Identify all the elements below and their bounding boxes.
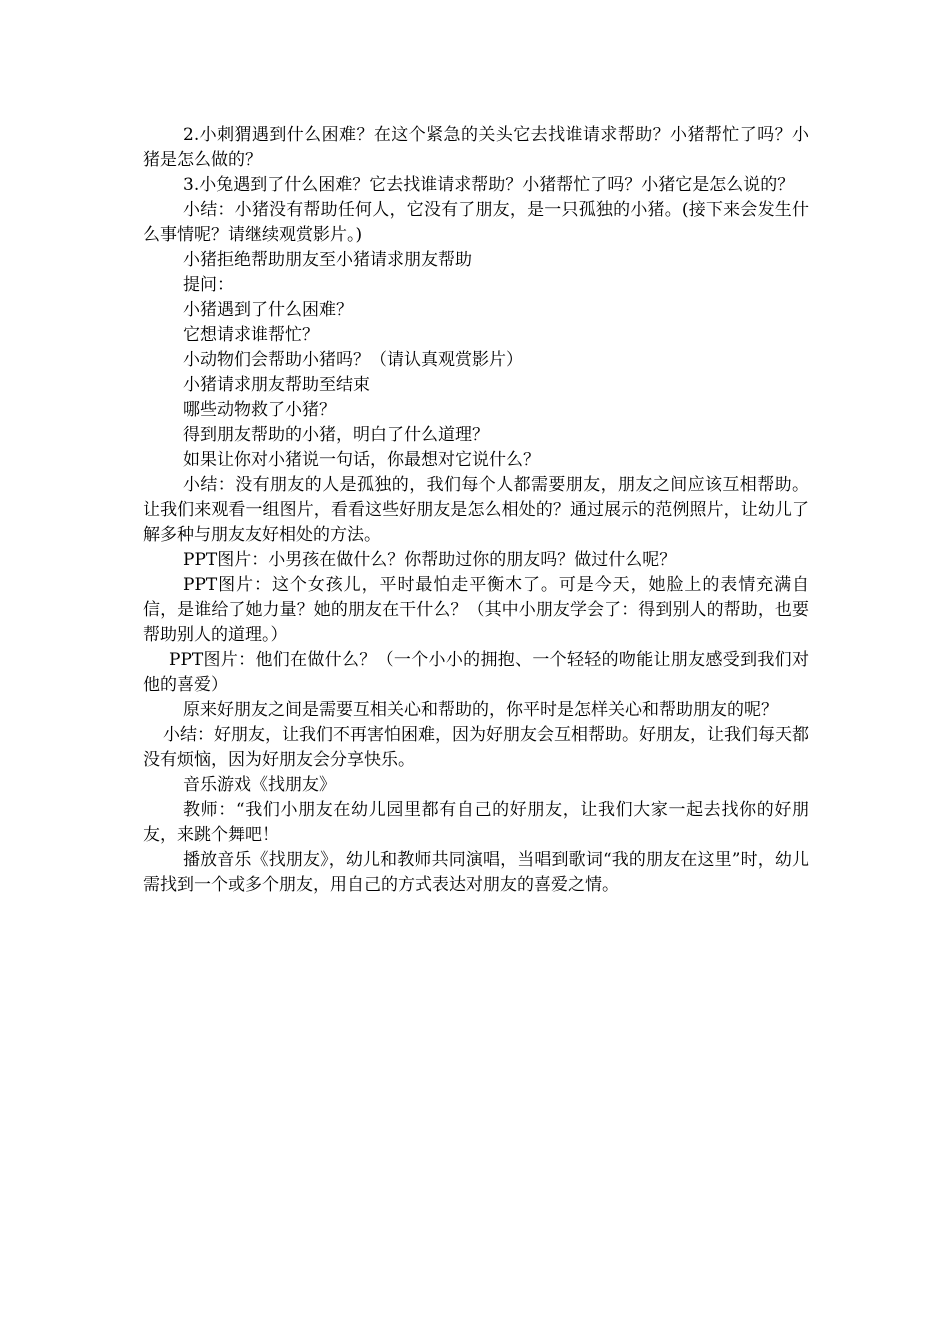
paragraph-3: 小结：小猪没有帮助任何人，它没有了朋友，是一只孤独的小猪。(接下来会发生什么事情呢？请继续观赏影片。)	[143, 200, 809, 245]
paragraph-16: PPT图片：他们在做什么？（一个小小的拥抱、一个轻轻的吻能让朋友感受到我们对他的喜爱）	[143, 650, 809, 695]
paragraph-4: 小猪拒绝帮助朋友至小猪请求朋友帮助	[183, 250, 472, 270]
paragraph-18: 小结：好朋友，让我们不再害怕困难，因为好朋友会互相帮助。好朋友，让我们每天都没有烦恼，因为好朋友会分享快乐。	[143, 725, 809, 770]
paragraph-7: 它想请求谁帮忙？	[183, 325, 319, 345]
paragraph-14: PPT图片：小男孩在做什么？你帮助过你的朋友吗？做过什么呢？	[183, 550, 677, 570]
document-body	[143, 123, 809, 898]
paragraph-2: 3.小兔遇到了什么困难？它去找谁请求帮助？小猪帮忙了吗？小猪它是怎么说的？	[183, 175, 795, 195]
paragraph-20: 教师：“我们小朋友在幼儿园里都有自己的好朋友，让我们大家一起去找你的好朋友，来跳个舞吧！	[143, 800, 809, 845]
paragraph-9: 小猪请求朋友帮助至结束	[183, 375, 370, 395]
paragraph-8: 小动物们会帮助小猪吗？（请认真观赏影片）	[183, 350, 523, 370]
paragraph-1: 2.小刺猬遇到什么困难？在这个紧急的关头它去找谁请求帮助？小猪帮忙了吗？小猪是怎么做的？	[143, 125, 809, 170]
paragraph-12: 如果让你对小猪说一句话，你最想对它说什么？	[183, 450, 540, 470]
paragraph-13: 小结：没有朋友的人是孤独的，我们每个人都需要朋友，朋友之间应该互相帮助。让我们来观看一组图片，看看这些好朋友是怎么相处的？通过展示的范例照片，让幼儿了解多种与朋友友好相处的方法。	[143, 475, 809, 545]
paragraph-11: 得到朋友帮助的小猪，明白了什么道理？	[183, 425, 489, 445]
paragraph-17: 原来好朋友之间是需要互相关心和帮助的，你平时是怎样关心和帮助朋友的呢？	[183, 700, 778, 720]
paragraph-15: PPT图片：这个女孩儿，平时最怕走平衡木了。可是今天，她脸上的表情充满自信，是谁给了她力量？她的朋友在干什么？（其中小朋友学会了：得到别人的帮助，也要帮助别人的道理。）	[143, 575, 809, 645]
paragraph-10: 哪些动物救了小猪？	[183, 400, 336, 420]
paragraph-5: 提问：	[183, 275, 234, 295]
paragraph-21: 播放音乐《找朋友》，幼儿和教师共同演唱，当唱到歌词“我的朋友在这里”时，幼儿需找到一个或多个朋友，用自己的方式表达对朋友的喜爱之情。	[143, 850, 809, 895]
paragraph-19: 音乐游戏《找朋友》	[183, 775, 336, 795]
paragraph-6: 小猪遇到了什么困难？	[183, 300, 353, 320]
